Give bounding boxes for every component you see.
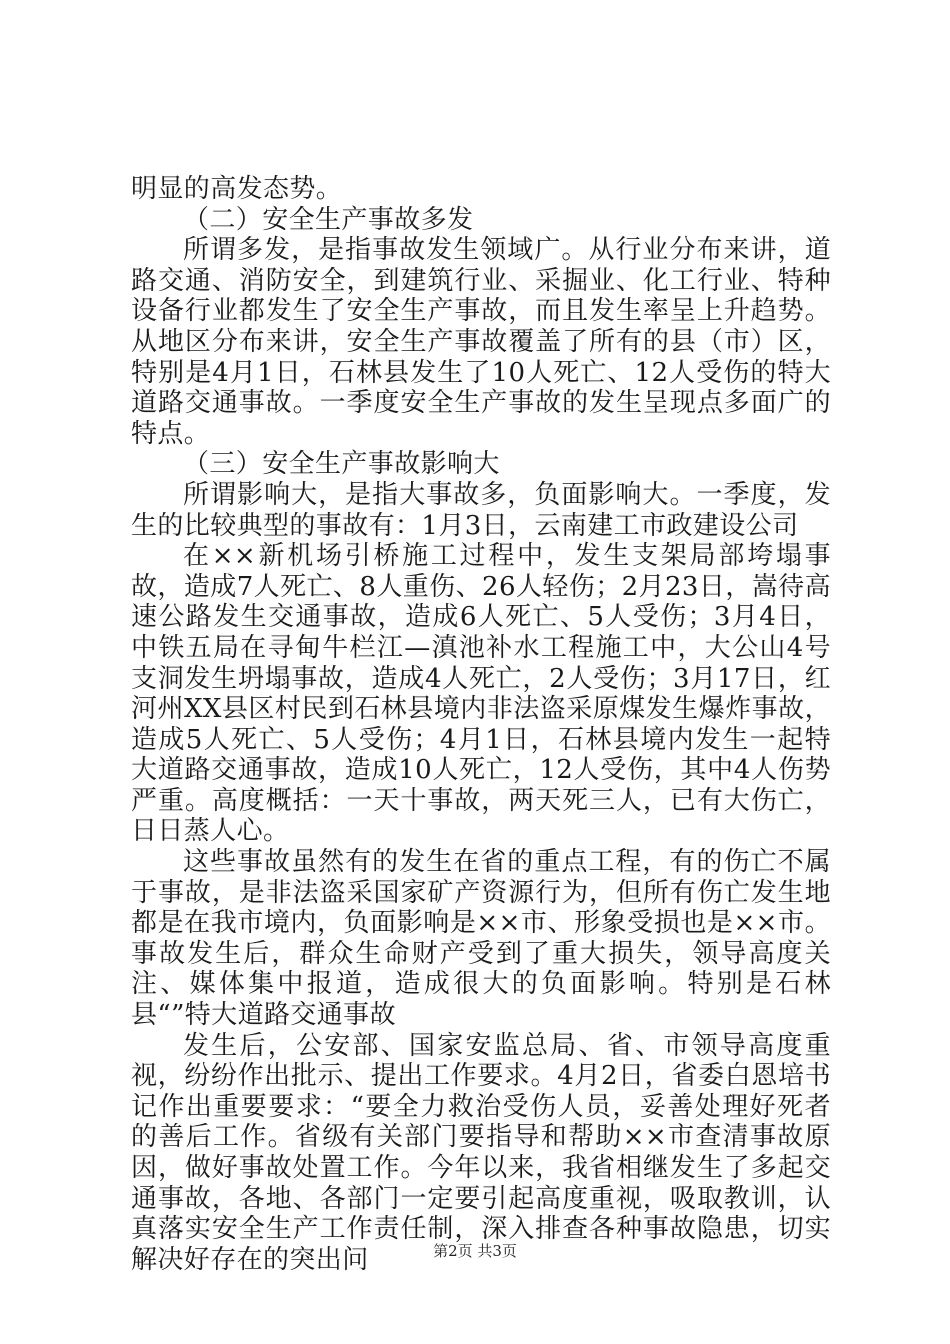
paragraph-frequent-accidents: 所谓多发，是指事故发生领域广。从行业分布来讲，道路交通、消防安全，到建筑行业、采掘业、化工行业、特种设备行业都发生了安全生产事故，而且发生率呈上升趋势。从地区分布来讲，安全生产事故覆盖了所有的县（市）区，特别是4月1日，石林县发生了10人死亡、12人受伤的特大道路交通事故。一季度安全生产事故的发生呈现点多面广的特点。	[131, 235, 831, 449]
section-heading-3: （三）安全生产事故影响大	[183, 449, 500, 480]
document-body	[131, 174, 831, 1275]
section-heading-2: （二）安全生产事故多发	[183, 204, 474, 235]
paragraph-accident-list: 在××新机场引桥施工过程中，发生支架局部垮塌事故，造成7人死亡、8人重伤、26人轻伤；2月23日，嵩待高速公路发生交通事故，造成6人死亡、5人受伤；3月4日，中铁五局在寻甸牛栏江—滇池补水工程施工中，大公山4号支洞发生坍塌事故，造成4人死亡，2人受伤；3月17日，红河州XX县区村民到石林县境内非法盗采原煤发生爆炸事故，造成5人死亡、5人受伤；4月1日，石林县境内发生一起特大道路交通事故，造成10人死亡，12人受伤，其中4人伤势严重。高度概括：一天十事故，两天死三人，已有大伤亡，日日蒸人心。	[131, 541, 831, 847]
page-number: 第2页 共3页	[433, 1242, 517, 1260]
paragraph-negative-impact: 这些事故虽然有的发生在省的重点工程，有的伤亡不属于事故，是非法盗采国家矿产资源行为，但所有伤亡发生地都是在我市境内，负面影响是××市、形象受损也是××市。事故发生后，群众生命财产受到了重大损失，领导高度关注、媒体集中报道，造成很大的负面影响。特别是石林县“”特大道路交通事故	[131, 847, 831, 1031]
paragraph-continuation: 明显的高发态势。	[131, 174, 343, 204]
paragraph-big-impact: 所谓影响大，是指大事故多，负面影响大。一季度，发生的比较典型的事故有：1月3日，云南建工市政建设公司	[131, 479, 831, 541]
paragraph-leadership-response: 发生后，公安部、国家安监总局、省、市领导高度重视，纷纷作出批示、提出工作要求。4月2日，省委白恩培书记作出重要要求：“要全力救治受伤人员，妥善处理好死者的善后工作。省级有关部门要指导和帮助××市查清事故原因，做好事故处置工作。今年以来，我省相继发生了多起交通事故，各地、各部门一定要引起高度重视，吸取教训，认真落实安全生产工作责任制，深入排查各种事故隐患，切实解决好存在的突出问	[131, 1030, 831, 1275]
